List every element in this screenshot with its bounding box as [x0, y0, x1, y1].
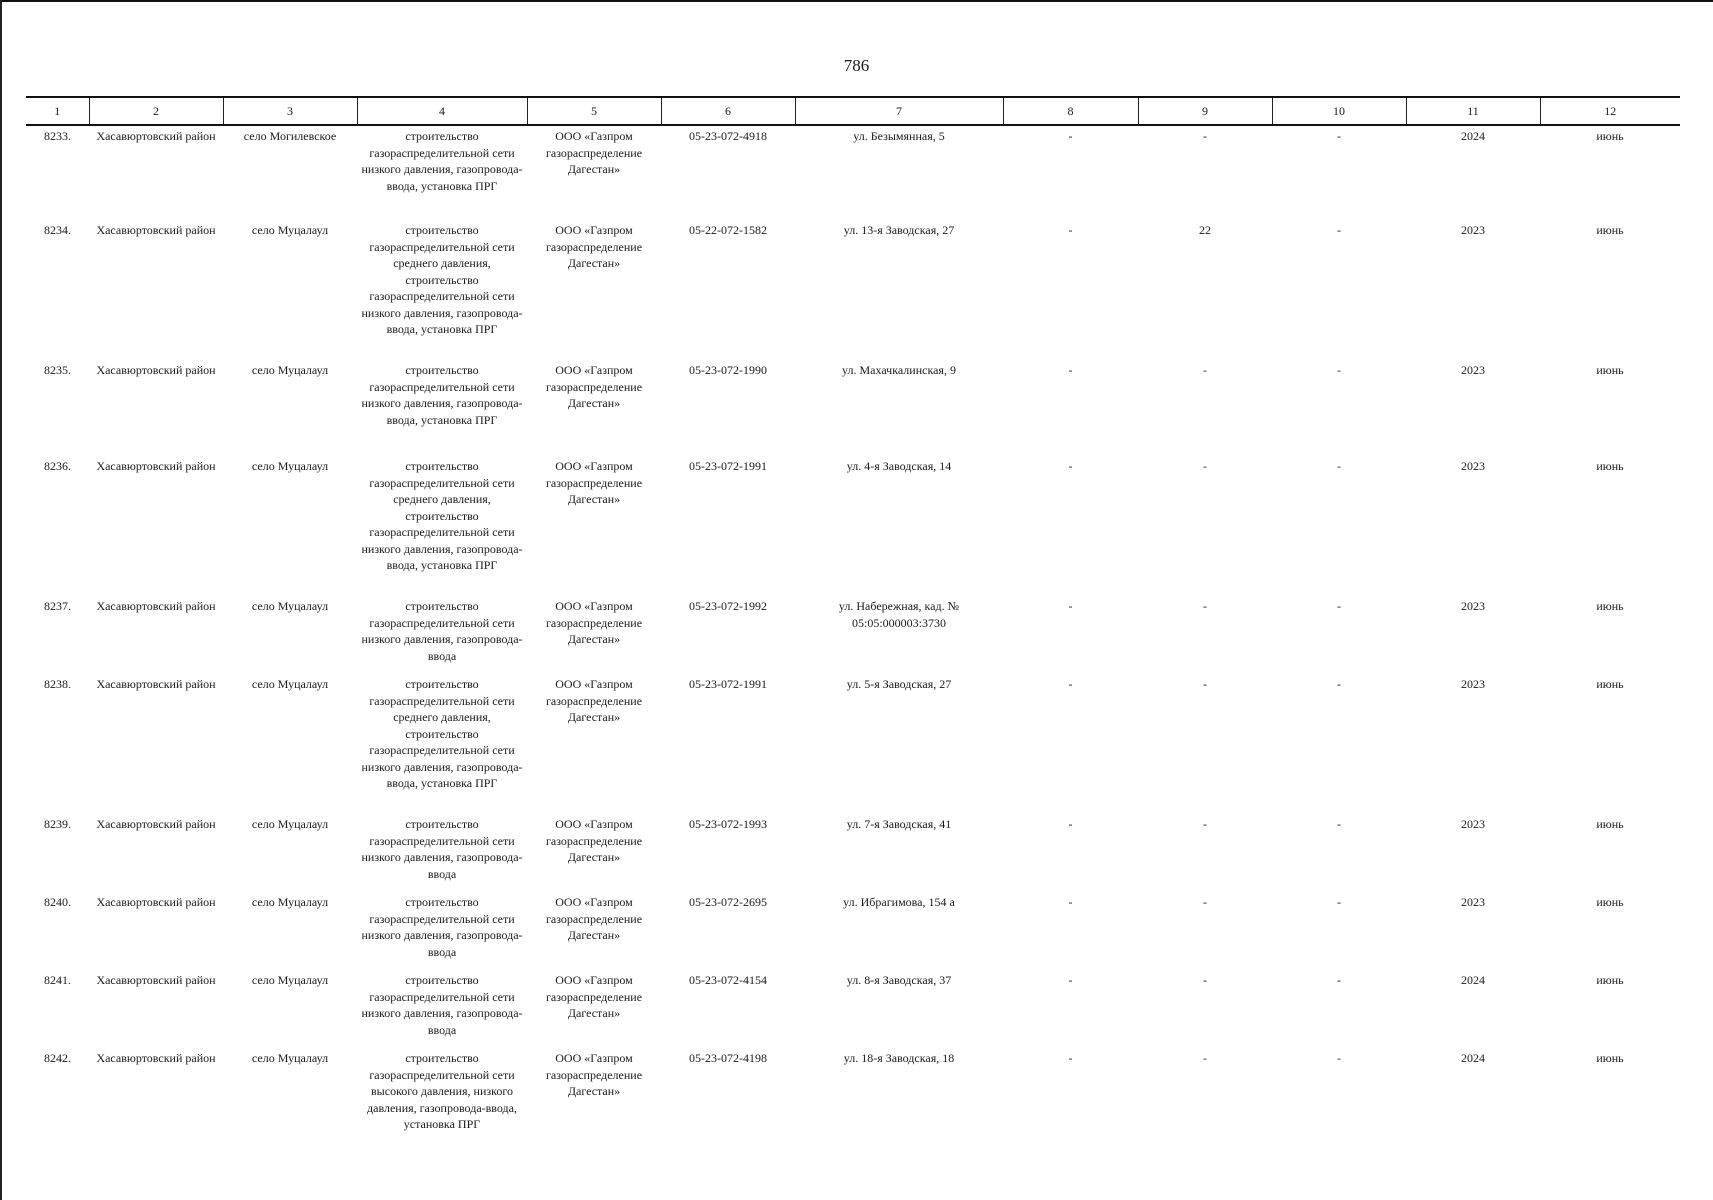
object-description-cell: строительство газораспределительной сети среднего давления, строительство газораспределительной сети низкого давления, газопровода-ввода, установка ПРГ	[361, 677, 523, 790]
address-cell: ул. 8-я Заводская, 37	[846, 973, 952, 987]
column-10-cell: -	[1337, 1051, 1341, 1065]
settlement-cell: село Муцалаул	[251, 817, 329, 831]
column-10-cell: -	[1337, 363, 1341, 377]
month-cell: июнь	[1596, 895, 1624, 909]
organization-cell: ООО «Газпром газораспределение Дагестан»	[545, 895, 643, 942]
organization-cell: ООО «Газпром газораспределение Дагестан»	[545, 459, 643, 506]
column-header: 7	[795, 97, 1003, 125]
district-cell: Хасавюртовский район	[96, 129, 216, 143]
row-number-cell: 8237.	[44, 599, 71, 613]
month-cell: июнь	[1596, 599, 1624, 613]
district-cell: Хасавюртовский район	[96, 1051, 216, 1065]
district-cell: Хасавюртовский район	[96, 459, 216, 473]
year-cell: 2023	[1461, 599, 1485, 613]
month-cell: июнь	[1596, 973, 1624, 987]
address-cell: ул. 13-я Заводская, 27	[843, 223, 955, 237]
address-cell: ул. Безымянная, 5	[853, 129, 945, 143]
organization-cell: ООО «Газпром газораспределение Дагестан»	[545, 223, 643, 270]
column-header: 4	[357, 97, 527, 125]
object-description-cell: строительство газораспределительной сети низкого давления, газопровода-ввода	[361, 895, 523, 959]
column-10-cell: -	[1337, 895, 1341, 909]
year-cell: 2023	[1461, 363, 1485, 377]
column-header: 1	[26, 97, 89, 125]
column-header: 6	[661, 97, 795, 125]
column-10-cell: -	[1337, 973, 1341, 987]
column-8-cell: -	[1068, 129, 1073, 143]
district-cell: Хасавюртовский район	[96, 973, 216, 987]
settlement-cell: село Муцалаул	[251, 973, 329, 987]
column-9-cell: -	[1203, 459, 1207, 473]
row-number-cell: 8236.	[44, 459, 71, 473]
district-cell: Хасавюртовский район	[96, 895, 216, 909]
district-cell: Хасавюртовский район	[96, 363, 216, 377]
row-number-cell: 8234.	[44, 223, 71, 237]
column-8-cell: -	[1068, 599, 1073, 613]
column-8-cell: -	[1068, 895, 1073, 909]
column-10-cell: -	[1337, 677, 1341, 691]
registration-code-cell: 05-23-072-4918	[689, 129, 767, 143]
month-cell: июнь	[1596, 1051, 1624, 1065]
table-header-row	[26, 97, 1680, 125]
settlement-cell: село Муцалаул	[251, 677, 329, 691]
organization-cell: ООО «Газпром газораспределение Дагестан»	[545, 599, 643, 646]
year-cell: 2023	[1461, 677, 1485, 691]
column-9-cell: -	[1203, 895, 1207, 909]
organization-cell: ООО «Газпром газораспределение Дагестан»	[545, 973, 643, 1020]
table-row	[26, 674, 1680, 814]
organization-cell: ООО «Газпром газораспределение Дагестан»	[545, 363, 643, 410]
column-8-cell: -	[1068, 677, 1073, 691]
column-header: 11	[1406, 97, 1540, 125]
month-cell: июнь	[1596, 223, 1624, 237]
settlement-cell: село Могилевское	[243, 129, 337, 143]
row-number-cell: 8235.	[44, 363, 71, 377]
address-cell: ул. Набережная, кад. № 05:05:000003:3730	[838, 599, 960, 630]
registration-code-cell: 05-23-072-1992	[689, 599, 767, 613]
table-row	[26, 970, 1680, 1048]
district-cell: Хасавюртовский район	[96, 677, 216, 691]
column-header: 3	[223, 97, 357, 125]
row-number-cell: 8239.	[44, 817, 71, 831]
district-cell: Хасавюртовский район	[96, 599, 216, 613]
column-9-cell: -	[1203, 817, 1207, 831]
column-header: 5	[527, 97, 661, 125]
organization-cell: ООО «Газпром газораспределение Дагестан»	[545, 817, 643, 864]
settlement-cell: село Муцалаул	[251, 223, 329, 237]
column-8-cell: -	[1068, 1051, 1073, 1065]
month-cell: июнь	[1596, 459, 1624, 473]
registration-code-cell: 05-22-072-1582	[689, 223, 767, 237]
column-8-cell: -	[1068, 817, 1073, 831]
table-row	[26, 220, 1680, 360]
object-description-cell: строительство газораспределительной сети низкого давления, газопровода-ввода, установка ПРГ	[361, 129, 523, 193]
year-cell: 2023	[1461, 223, 1485, 237]
registration-code-cell: 05-23-072-4154	[689, 973, 767, 987]
column-10-cell: -	[1337, 599, 1341, 613]
row-number-cell: 8233.	[44, 129, 71, 143]
column-9-cell: -	[1203, 1051, 1207, 1065]
object-description-cell: строительство газораспределительной сети низкого давления, газопровода-ввода	[361, 817, 523, 881]
month-cell: июнь	[1596, 677, 1624, 691]
organization-cell: ООО «Газпром газораспределение Дагестан»	[545, 1051, 643, 1098]
district-cell: Хасавюртовский район	[96, 817, 216, 831]
year-cell: 2023	[1461, 895, 1485, 909]
row-number-cell: 8242.	[44, 1051, 71, 1065]
year-cell: 2024	[1461, 973, 1485, 987]
settlement-cell: село Муцалаул	[251, 459, 329, 473]
top-border-line	[0, 0, 1713, 2]
object-description-cell: строительство газораспределительной сети высокого давления, низкого давления, газопровода-ввода, установка ПРГ	[367, 1051, 517, 1131]
column-10-cell: -	[1337, 223, 1341, 237]
year-cell: 2023	[1461, 459, 1485, 473]
column-10-cell: -	[1337, 459, 1341, 473]
address-cell: ул. 4-я Заводская, 14	[846, 459, 952, 473]
object-description-cell: строительство газораспределительной сети среднего давления, строительство газораспределительной сети низкого давления, газопровода-ввода, установка ПРГ	[361, 223, 523, 336]
year-cell: 2024	[1461, 1051, 1485, 1065]
settlement-cell: село Муцалаул	[251, 895, 329, 909]
column-10-cell: -	[1337, 817, 1341, 831]
month-cell: июнь	[1596, 363, 1624, 377]
registration-code-cell: 05-23-072-2695	[689, 895, 767, 909]
object-description-cell: строительство газораспределительной сети среднего давления, строительство газораспределительной сети низкого давления, газопровода-ввода, установка ПРГ	[361, 459, 523, 572]
object-description-cell: строительство газораспределительной сети низкого давления, газопровода-ввода	[361, 599, 523, 663]
settlement-cell: село Муцалаул	[251, 363, 329, 377]
column-9-cell: 22	[1199, 223, 1211, 237]
row-number-cell: 8241.	[44, 973, 71, 987]
column-8-cell: -	[1068, 363, 1073, 377]
month-cell: июнь	[1596, 129, 1624, 143]
table-row	[26, 125, 1680, 220]
registration-code-cell: 05-23-072-1991	[689, 459, 767, 473]
table-row	[26, 456, 1680, 596]
left-border-line	[0, 0, 2, 1200]
settlement-cell: село Муцалаул	[251, 1051, 329, 1065]
address-cell: ул. 5-я Заводская, 27	[846, 677, 952, 691]
registration-code-cell: 05-23-072-1990	[689, 363, 767, 377]
column-9-cell: -	[1203, 363, 1207, 377]
month-cell: июнь	[1596, 817, 1624, 831]
column-8-cell: -	[1068, 459, 1073, 473]
column-9-cell: -	[1203, 129, 1207, 143]
object-description-cell: строительство газораспределительной сети низкого давления, газопровода-ввода, установка ПРГ	[361, 363, 523, 427]
row-number-cell: 8238.	[44, 677, 71, 691]
registration-code-cell: 05-23-072-4198	[689, 1051, 767, 1065]
table-row	[26, 596, 1680, 674]
address-cell: ул. Махачкалинская, 9	[842, 363, 956, 377]
page-number: 786	[843, 56, 870, 75]
column-header: 8	[1003, 97, 1138, 125]
address-cell: ул. 7-я Заводская, 41	[846, 817, 952, 831]
year-cell: 2024	[1461, 129, 1485, 143]
register-table	[26, 96, 1680, 1156]
table-row	[26, 1048, 1680, 1156]
column-10-cell: -	[1337, 129, 1341, 143]
column-9-cell: -	[1203, 599, 1207, 613]
registration-code-cell: 05-23-072-1993	[689, 817, 767, 831]
table-row	[26, 892, 1680, 970]
column-8-cell: -	[1068, 223, 1073, 237]
address-cell: ул. 18-я Заводская, 18	[843, 1051, 955, 1065]
column-9-cell: -	[1203, 973, 1207, 987]
row-number-cell: 8240.	[44, 895, 71, 909]
year-cell: 2023	[1461, 817, 1485, 831]
column-9-cell: -	[1203, 677, 1207, 691]
column-8-cell: -	[1068, 973, 1073, 987]
column-header: 12	[1540, 97, 1680, 125]
registration-code-cell: 05-23-072-1991	[689, 677, 767, 691]
organization-cell: ООО «Газпром газораспределение Дагестан»	[545, 677, 643, 724]
table-row	[26, 360, 1680, 456]
column-header: 10	[1272, 97, 1406, 125]
district-cell: Хасавюртовский район	[96, 223, 216, 237]
column-header: 2	[89, 97, 223, 125]
column-header: 9	[1138, 97, 1272, 125]
address-cell: ул. Ибрагимова, 154 а	[843, 895, 955, 909]
table-row	[26, 814, 1680, 892]
object-description-cell: строительство газораспределительной сети низкого давления, газопровода-ввода	[361, 973, 523, 1037]
settlement-cell: село Муцалаул	[251, 599, 329, 613]
organization-cell: ООО «Газпром газораспределение Дагестан»	[545, 129, 643, 176]
